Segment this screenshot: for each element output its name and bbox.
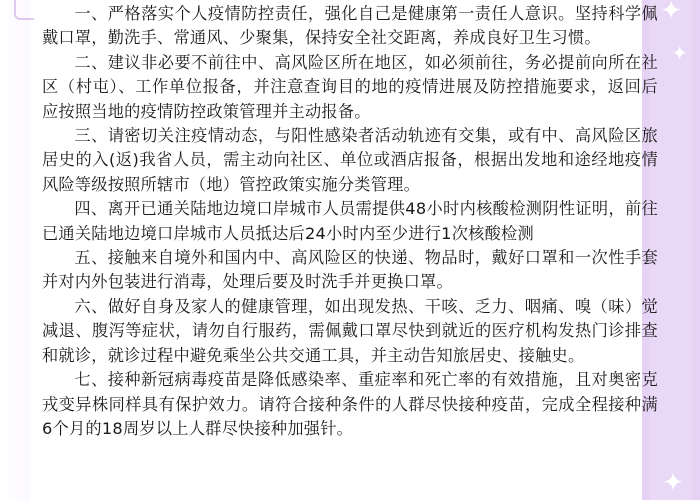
left-page-margin bbox=[0, 0, 30, 500]
notice-body bbox=[42, 2, 658, 441]
paragraph-1: 一、严格落实个人疫情防控责任，强化自己是健康第一责任人意识。坚持科学佩戴口罩，勤洗手、常通风、少聚集，保持安全社交距离，养成良好卫生习惯。 bbox=[42, 4, 658, 48]
paragraph-2: 二、建议非必要不前往中、高风险区所在地区，如必须前往，务必提前向所在社区（村屯）、工作单位报备，并注意查询目的地的疫情进展及防控措施要求，返回后应按照当地的疫情防控政策管理并主动报备。 bbox=[42, 52, 658, 121]
paragraph-3: 三、请密切关注疫情动态，与阳性感染者活动轨迹有交集，或有中、高风险区旅居史的入(返)我省人员，需主动向社区、单位或酒店报备，根据出发地和途经地疫情风险等级按照所辖市（地）管控政策实施分类管理。 bbox=[42, 126, 658, 194]
paragraph-6: 六、做好自身及家人的健康管理，如出现发热、干咳、乏力、咽痛、嗅（味）觉减退、腹泻等症状，请勿自行服药，需佩戴口罩尽快到就近的医疗机构发热门诊排查和就诊，就诊过程中避免乘坐公共交通工具，并主动告知旅居史、接触史。 bbox=[42, 296, 658, 365]
corner-ornament bbox=[14, 0, 34, 20]
sparkle-icon: ✦ bbox=[662, 468, 684, 498]
sparkle-icon: ✦ bbox=[660, 0, 682, 26]
paragraph-5: 五、接触来自境外和国内中、高风险区的快递、物品时，戴好口罩和一次性手套并对内外包装进行消毒，处理后要及时洗手并更换口罩。 bbox=[42, 248, 658, 292]
sparkle-icon: ✦ bbox=[671, 41, 688, 65]
paragraph-7: 七、接种新冠病毒疫苗是降低感染率、重症率和死亡率的有效措施，且对奥密克戎变异株同样具有保护效力。请符合接种条件的人群尽快接种疫苗，完成全程接种满6个月的18周岁以上人群尽快接种加强针。 bbox=[42, 370, 658, 438]
paragraph-4: 四、离开已通关陆地边境口岸城市人员需提供48小时内核酸检测阴性证明，前往已通关陆地边境口岸城市人员抵达后24小时内至少进行1次核酸检测 bbox=[42, 199, 658, 243]
